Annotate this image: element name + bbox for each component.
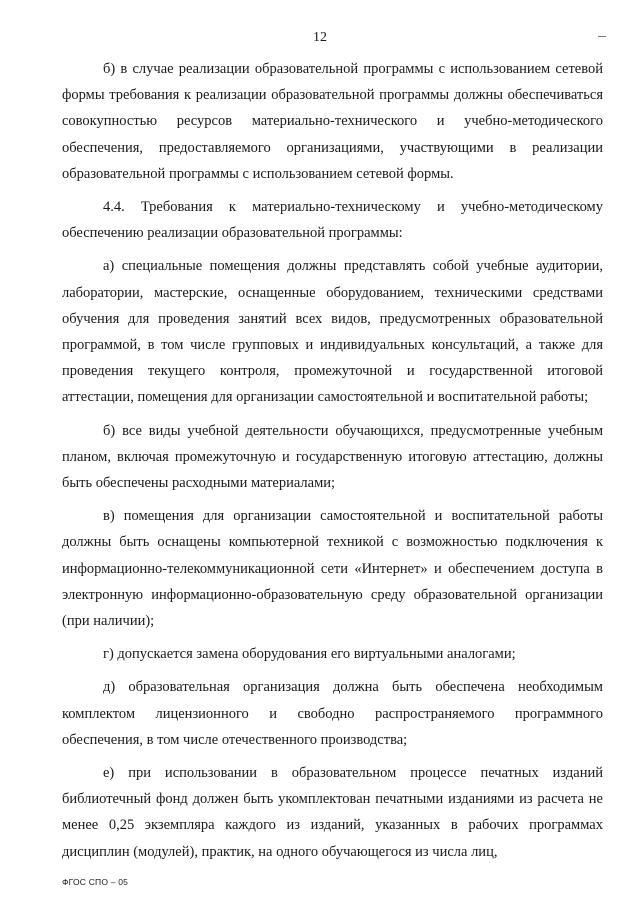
paragraph-item-d: д) образовательная организация должна быть обеспечена необходимым комплектом лицензионного и свободно распространяемого программного обеспечения, в том числе отечественного производства;: [62, 679, 603, 748]
footer-code: ФГОС СПО – 05: [62, 877, 129, 887]
page-number: 12: [313, 30, 327, 45]
paragraph-item-g: г) допускается замена оборудования его виртуальными аналогами;: [103, 646, 516, 663]
corner-mark: [598, 36, 606, 37]
paragraph-network-form: б) в случае реализации образовательной программы с использованием сетевой формы требования к реализации образовательной программы должны обеспечиваться совокупностью ресурсов материально-технического и учебно-методического обеспечения, предоставляемого организациями, участвующими в реализации образовательной программы с использованием сетевой формы.: [62, 61, 603, 182]
paragraph-item-a: а) специальные помещения должны представлять собой учебные аудитории, лаборатории, мастерские, оснащенные оборудованием, техническими средствами обучения для проведения занятий всех видов, предусмотренных образовательной программой, в том числе групповых и индивидуальных консультаций, а также для проведения текущего контроля, промежуточной и государственной итоговой аттестации, помещения для организации самостоятельной и воспитательной работы;: [62, 258, 603, 406]
paragraph-item-v: в) помещения для организации самостоятельной и воспитательной работы должны быть оснащены компьютерной техникой с возможностью подключения к информационно-телекоммуникационной сети «Интернет» и обеспечением доступа в электронную информационно-образовательную среду образовательной организации (при наличии);: [62, 508, 603, 630]
document-body: [62, 56, 603, 872]
paragraph-item-b: б) все виды учебной деятельности обучающихся, предусмотренные учебным планом, включая промежуточную и государственную итоговую аттестацию, должны быть обеспечены расходными материалами;: [62, 422, 603, 492]
paragraph-item-e: е) при использовании в образовательном процессе печатных изданий библиотечный фонд должен быть укомплектован печатными изданиями из расчета не менее 0,25 экземпляра каждого из изданий, указанных в рабочих программах дисциплин (модулей), практик, на одного обучающегося из числа лиц,: [62, 765, 603, 860]
paragraph-section-4-4: 4.4. Требования к материально-техническому и учебно-методическому обеспечению реализации образовательной программы:: [62, 199, 603, 242]
